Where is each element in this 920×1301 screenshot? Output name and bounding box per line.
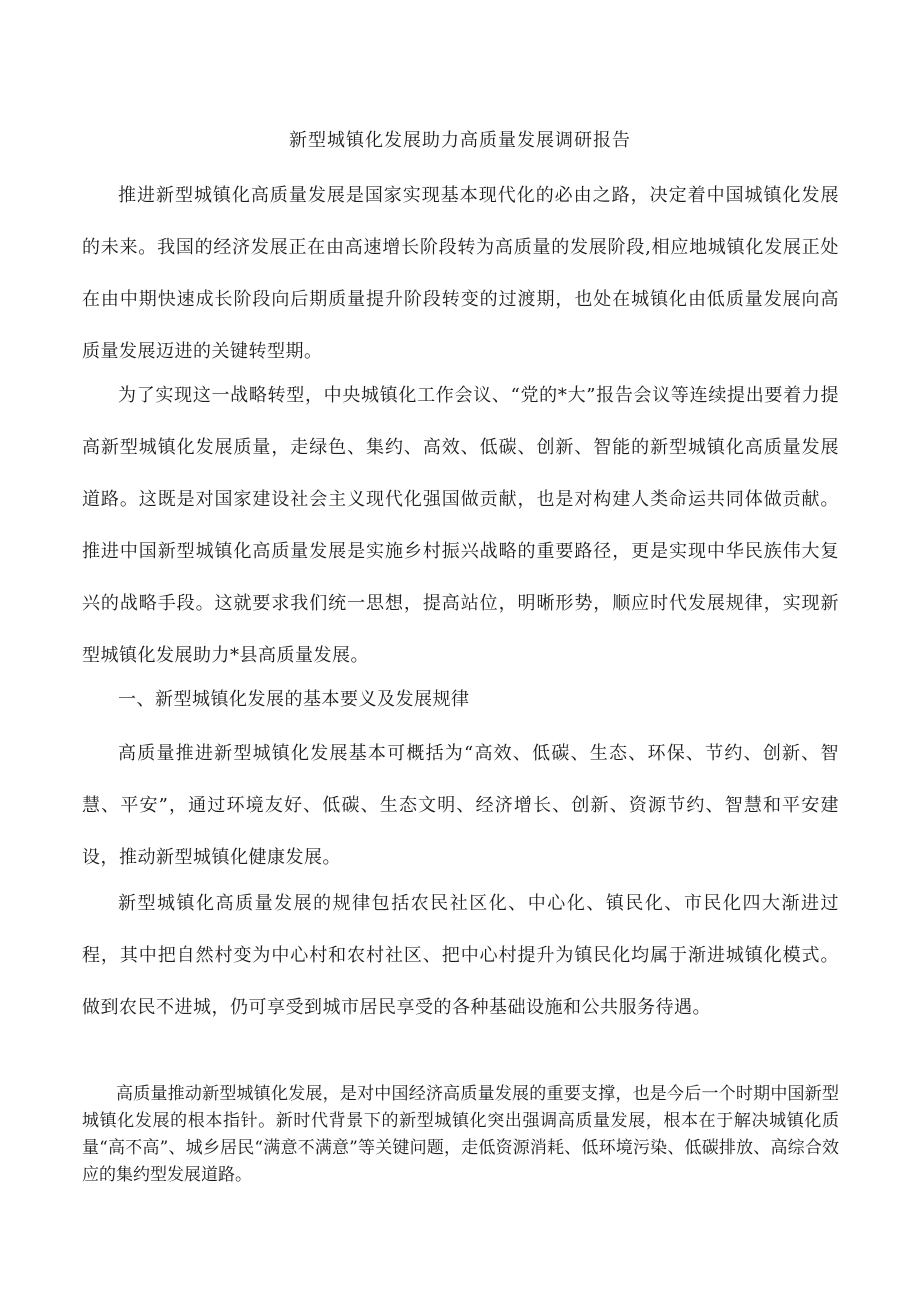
paragraph-support: 高质量推动新型城镇化发展，是对中国经济高质量发展的重要支撑，也是今后一个时期中国新型城镇化发展的根本指针。新时代背景下的新型城镇化突出强调高质量发展，根本在于解决城镇化质量“高不高”、城乡居民“满意不满意”等关键问题，走低资源消耗、低环境污染、低碳排放、高综合效应的集约型发展道路。 (82, 1084, 839, 1185)
section-heading-1: 一、新型城镇化发展的基本要义及发展规律 (118, 689, 470, 710)
paragraph-rules: 新型城镇化高质量发展的规律包括农民社区化、中心化、镇民化、市民化四大渐进过程，其中把自然村变为中心村和农村社区、把中心村提升为镇民化均属于渐进城镇化模式。做到农民不进城，仍可享受到城市居民享受的各种基础设施和公共服务待遇。 (82, 893, 839, 1018)
paragraph-strategy: 为了实现这一战略转型，中央城镇化工作会议、“党的*大”报告会议等连续提出要着力提高新型城镇化发展质量，走绿色、集约、高效、低碳、创新、智能的新型城镇化高质量发展道路。这既是对国家建设社会主义现代化强国做贡献，也是对构建人类命运共同体做贡献。推进中国新型城镇化高质量发展是实施乡村振兴战略的重要路径，更是实现中华民族伟大复兴的战略手段。这就要求我们统一思想，提高站位，明晰形势，顺应时代发展规律，实现新型城镇化发展助力*县高质量发展。 (82, 385, 839, 666)
paragraph-definition: 高质量推进新型城镇化发展基本可概括为“高效、低碳、生态、环保、节约、创新、智慧、平安”，通过环境友好、低碳、生态文明、经济增长、创新、资源节约、智慧和平安建设，推动新型城镇化健康发展。 (82, 743, 839, 868)
document-title: 新型城镇化发展助力高质量发展调研报告 (289, 130, 631, 151)
paragraph-intro: 推进新型城镇化高质量发展是国家实现基本现代化的必由之路，决定着中国城镇化发展的未来。我国的经济发展正在由高速增长阶段转为高质量的发展阶段,相应地城镇化发展正处在由中期快速成长阶段向后期质量提升阶段转变的过渡期，也处在城镇化由低质量发展向高质量发展迈进的关键转型期。 (82, 185, 839, 362)
